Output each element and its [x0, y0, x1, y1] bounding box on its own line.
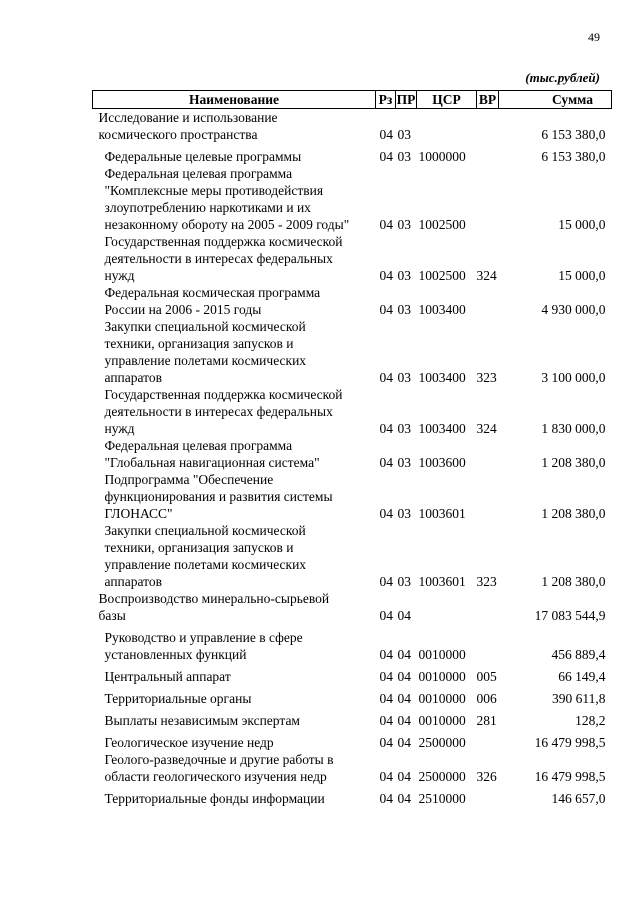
cell-rz: 04 — [379, 574, 393, 589]
cell-name: Центральный аппарат — [104, 669, 231, 684]
cell-sum: 16 479 998,5 — [534, 769, 606, 784]
cell-pr: 03 — [397, 149, 411, 164]
cell-pr: 03 — [397, 127, 411, 142]
budget-table — [92, 90, 612, 807]
cell-vr: 323 — [476, 370, 497, 385]
cell-rz: 04 — [379, 669, 393, 684]
cell-csr: 1003400 — [418, 370, 466, 385]
cell-csr: 1002500 — [418, 217, 466, 232]
header-name: Наименование — [93, 91, 376, 109]
cell-rz: 04 — [379, 791, 393, 806]
cell-pr: 04 — [397, 647, 411, 662]
table-row — [93, 751, 612, 785]
table-row — [93, 318, 612, 386]
cell-vr — [477, 785, 499, 807]
cell-vr: 281 — [476, 713, 497, 728]
cell-sum: 6 153 380,0 — [541, 149, 606, 164]
cell-csr: 1003601 — [418, 574, 466, 589]
cell-name: Государственная поддержка космической деятельности в интересах федеральных нужд — [104, 387, 343, 436]
cell-rz: 04 — [379, 769, 393, 784]
table-row — [93, 729, 612, 751]
cell-csr: 2500000 — [418, 735, 466, 750]
cell-rz: 04 — [379, 127, 393, 142]
cell-csr: 0010000 — [418, 713, 466, 728]
cell-name: Подпрограмма "Обеспечение функционирования и развития системы ГЛОНАСС" — [104, 472, 333, 521]
cell-rz: 04 — [379, 608, 393, 623]
header-pr: ПР — [396, 91, 416, 107]
cell-pr: 04 — [397, 669, 411, 684]
cell-name: Федеральная космическая программа России на 2006 - 2015 годы — [104, 285, 321, 317]
cell-rz: 04 — [379, 506, 393, 521]
cell-vr — [477, 109, 499, 144]
header-vr: ВР — [477, 91, 499, 109]
cell-name: Исследование и использование космического пространства — [98, 110, 278, 142]
table-row — [93, 233, 612, 284]
cell-csr: 1002500 — [418, 268, 466, 283]
cell-csr — [417, 109, 477, 144]
cell-vr — [477, 165, 499, 233]
cell-pr: 03 — [397, 421, 411, 436]
units-label: (тыс.рублей) — [525, 70, 600, 85]
cell-pr: 03 — [397, 574, 411, 589]
cell-pr: 04 — [397, 691, 411, 706]
cell-pr: 03 — [397, 268, 411, 283]
cell-sum: 1 208 380,0 — [541, 506, 606, 521]
cell-name: Государственная поддержка космической деятельности в интересах федеральных нужд — [104, 234, 343, 283]
cell-vr — [477, 471, 499, 522]
cell-rz: 04 — [379, 217, 393, 232]
cell-vr — [477, 624, 499, 663]
page-number: 49 — [588, 30, 600, 44]
cell-sum: 146 657,0 — [551, 791, 606, 806]
cell-rz: 04 — [379, 647, 393, 662]
cell-rz: 04 — [379, 713, 393, 728]
cell-rz: 04 — [379, 149, 393, 164]
cell-vr: 324 — [476, 421, 497, 436]
cell-name: Геологическое изучение недр — [104, 735, 274, 750]
cell-sum: 1 830 000,0 — [541, 421, 606, 436]
table-row — [93, 437, 612, 471]
cell-sum: 456 889,4 — [551, 647, 606, 662]
cell-vr: 326 — [476, 769, 497, 784]
cell-sum: 390 611,8 — [552, 691, 606, 706]
header-rz: Рз — [376, 91, 396, 109]
cell-vr: 323 — [476, 574, 497, 589]
header-sum: Сумма — [499, 91, 612, 109]
cell-csr: 1003400 — [418, 421, 466, 436]
cell-sum: 1 208 380,0 — [541, 455, 606, 470]
cell-name: Федеральные целевые программы — [104, 149, 302, 164]
cell-vr — [477, 590, 499, 624]
cell-rz: 04 — [379, 691, 393, 706]
cell-name: Федеральная целевая программа "Комплексные меры противодействия злоупотреблению наркотиками и их незаконному обороту на 2005 - 2009 годы" — [104, 166, 350, 232]
cell-csr: 1003601 — [418, 506, 466, 521]
cell-sum: 15 000,0 — [558, 217, 606, 232]
cell-name: Территориальные фонды информации — [104, 791, 325, 806]
table-row — [93, 785, 612, 807]
cell-name: Территориальные органы — [104, 691, 252, 706]
cell-name: Выплаты независимым экспертам — [104, 713, 300, 728]
cell-rz: 04 — [379, 735, 393, 750]
cell-sum: 16 479 998,5 — [534, 735, 606, 750]
table-row — [93, 522, 612, 590]
cell-vr — [477, 729, 499, 751]
table-row — [93, 685, 612, 707]
cell-sum: 128,2 — [575, 713, 606, 728]
cell-rz: 04 — [379, 268, 393, 283]
cell-pr: 04 — [397, 735, 411, 750]
table-row — [93, 284, 612, 318]
cell-pr: 04 — [397, 713, 411, 728]
table-header-row — [93, 91, 612, 109]
cell-csr — [417, 590, 477, 624]
table-row — [93, 590, 612, 624]
cell-vr: 324 — [476, 268, 497, 283]
cell-vr — [477, 284, 499, 318]
table-row — [93, 707, 612, 729]
cell-csr: 0010000 — [418, 647, 466, 662]
cell-sum: 4 930 000,0 — [541, 302, 606, 317]
cell-csr: 1000000 — [418, 149, 466, 164]
cell-pr: 04 — [397, 791, 411, 806]
cell-pr: 04 — [397, 769, 411, 784]
cell-sum: 15 000,0 — [558, 268, 606, 283]
cell-vr — [477, 143, 499, 165]
cell-pr: 03 — [397, 217, 411, 232]
table-row — [93, 663, 612, 685]
cell-name: Геолого-разведочные и другие работы в области геологического изучения недр — [104, 752, 334, 784]
cell-name: Воспроизводство минерально-сырьевой базы — [98, 591, 330, 623]
cell-name: Закупки специальной космической техники, организация запусков и управление полетами космических аппаратов — [104, 523, 307, 589]
cell-pr: 03 — [397, 506, 411, 521]
table-row — [93, 143, 612, 165]
cell-vr: 005 — [476, 669, 497, 684]
cell-rz: 04 — [379, 455, 393, 470]
table-row — [93, 165, 612, 233]
cell-sum: 6 153 380,0 — [541, 127, 606, 142]
cell-vr — [477, 437, 499, 471]
cell-csr: 0010000 — [418, 691, 466, 706]
cell-csr: 2500000 — [418, 769, 466, 784]
cell-name: Федеральная целевая программа "Глобальная навигационная система" — [104, 438, 320, 470]
cell-sum: 66 149,4 — [558, 669, 606, 684]
cell-pr: 03 — [397, 370, 411, 385]
header-csr: ЦСР — [417, 91, 477, 109]
table-row — [93, 386, 612, 437]
cell-sum: 1 208 380,0 — [541, 574, 606, 589]
table-row — [93, 471, 612, 522]
cell-pr: 03 — [397, 455, 411, 470]
table-row — [93, 109, 612, 144]
cell-pr: 04 — [397, 608, 411, 623]
cell-csr: 1003400 — [418, 302, 466, 317]
cell-csr: 0010000 — [418, 669, 466, 684]
cell-sum: 3 100 000,0 — [541, 370, 606, 385]
cell-sum: 17 083 544,9 — [534, 608, 606, 623]
cell-rz: 04 — [379, 302, 393, 317]
cell-vr: 006 — [476, 691, 497, 706]
cell-rz: 04 — [379, 421, 393, 436]
cell-rz: 04 — [379, 370, 393, 385]
cell-csr: 1003600 — [418, 455, 466, 470]
cell-csr: 2510000 — [418, 791, 466, 806]
cell-name: Руководство и управление в сфере установленных функций — [104, 630, 303, 662]
table-row — [93, 624, 612, 663]
cell-name: Закупки специальной космической техники, организация запусков и управление полетами космических аппаратов — [104, 319, 307, 385]
cell-pr: 03 — [397, 302, 411, 317]
